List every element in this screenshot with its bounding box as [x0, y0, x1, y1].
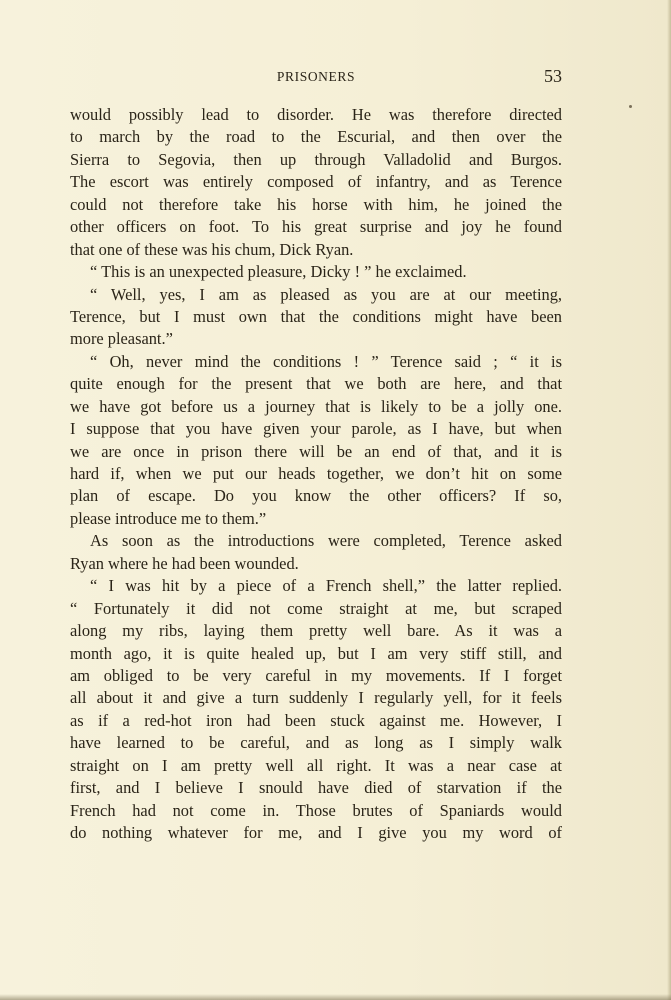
page-edge-bottom [0, 994, 671, 1000]
text-line: Ryan where he had been wounded. [70, 553, 299, 573]
text-line: I suppose that you have given your parole, as I have, but when [70, 419, 562, 439]
text-line: do nothing whatever for me, and I give you my word of [70, 823, 562, 842]
text-line: French had not come in. Those brutes of Spaniards would [70, 800, 562, 820]
text-line: quite enough for the present that we both are here, and that [70, 374, 562, 394]
text-line: to march by the road to the Escurial, and then over the [70, 127, 562, 147]
text-line: straight on I am pretty well all right. It was a near case at [70, 755, 562, 775]
text-line: first, and I believe I snould have died of starvation if the [70, 778, 562, 798]
text-line: we are once in prison there will be an end of that, and it is [70, 441, 562, 461]
text-line: all about it and give a turn suddenly I regularly yell, for it feels [70, 688, 562, 708]
text-line: we have got before us a journey that is likely to be a jolly one. [70, 396, 562, 416]
text-line: plan of escape. Do you know the other officers? If so, [70, 486, 562, 506]
text-line: as if a red-hot iron had been stuck against me. However, I [70, 710, 562, 730]
text-line: please introduce me to them.” [70, 508, 267, 528]
page-number: 53 [544, 66, 562, 86]
text-line: along my ribs, laying them pretty well bare. As it was a [70, 621, 562, 641]
text-line: “ Oh, never mind the conditions ! ” Terence said ; “ it is [90, 351, 562, 371]
text-line: “ This is an unexpected pleasure, Dicky ! ” he exclaimed. [90, 262, 467, 282]
text-line: As soon as the introductions were completed, Terence asked [90, 531, 562, 551]
text-line: other officers on foot. To his great surprise and joy he found [70, 217, 562, 237]
page-edge-right [667, 0, 671, 1000]
text-line: Sierra to Segovia, then up through Valladolid and Burgos. [70, 149, 562, 169]
text-line: more pleasant.” [70, 329, 173, 349]
text-line: could not therefore take his horse with him, he joined the [70, 194, 562, 214]
text-line: month ago, it is quite healed up, but I am very stiff still, and [70, 643, 562, 663]
body-text [70, 104, 562, 844]
text-line: The escort was entirely composed of infantry, and as Terence [70, 172, 562, 192]
text-line: would possibly lead to disorder. He was therefore directed [70, 105, 562, 124]
page-header [70, 66, 562, 90]
text-line: “ Well, yes, I am as pleased as you are at our meeting, [90, 284, 562, 304]
text-line: “ I was hit by a piece of a French shell,” the latter replied. [90, 576, 562, 596]
text-line: “ Fortunately it did not come straight at me, but scraped [70, 598, 562, 618]
text-line: Terence, but I must own that the conditions might have been [70, 306, 562, 326]
text-line: am obliged to be very careful in my movements. If I forget [70, 665, 562, 685]
paper-speck [629, 105, 632, 108]
text-line: have learned to be careful, and as long as I simply walk [70, 733, 562, 753]
text-line: hard if, when we put our heads together, we don’t hit on some [70, 464, 562, 483]
running-head: PRISONERS [276, 69, 356, 84]
text-line: that one of these was his chum, Dick Ryan. [70, 239, 354, 259]
